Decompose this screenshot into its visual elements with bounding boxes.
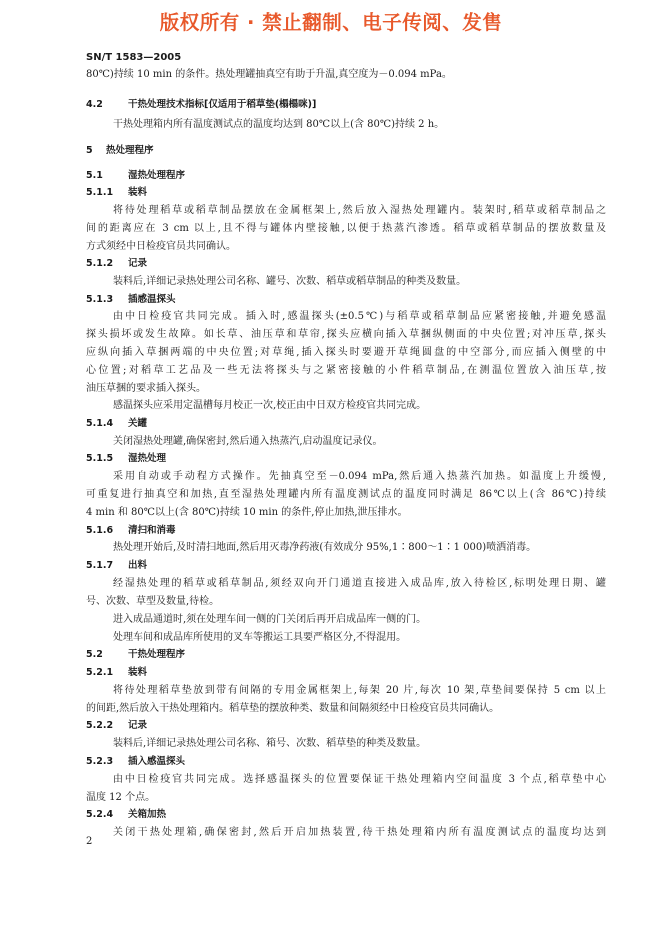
section-number: 5.1.4 [86, 418, 114, 429]
section-heading [86, 559, 606, 572]
paragraph-line: 的间距,然后放入干热处理箱内。稻草垫的摆放种类、数量和间隔须经中日检疫官员共同确认。 [86, 703, 500, 714]
section-heading [86, 144, 606, 157]
paragraph-line: 关闭干热处理箱,确保密封,然后开启加热装置,待干热处理箱内所有温度测试点的温度均达到 [113, 827, 606, 838]
paragraph-line: 热处理开始后,及时清扫地面,然后用灭毒净药液(有效成分 95%,1∶800～1∶1 000)喷洒消毒。 [113, 542, 537, 553]
paragraph-line: 间的距离应在 3 cm 以上,且不得与罐体内壁接触,以便于热蒸汽渗透。稻草或稻草制品的摆放数量及 [86, 223, 606, 234]
section-heading [86, 648, 606, 661]
section-title: 湿热处理 [128, 453, 167, 464]
paragraph-line: 方式须经中日检疫官员共同确认。 [86, 241, 236, 252]
section-number: 5.1 [86, 170, 103, 181]
paragraph-line: 探头损坏或发生故障。如长草、油压草和草帘,探头应横向插入草捆纵侧面的中央位置;对冲压草,探头 [86, 329, 606, 340]
section-number: 5.1.5 [86, 453, 114, 464]
section-title: 热处理程序 [106, 145, 154, 156]
section-number: 5.1.6 [86, 525, 114, 536]
section-heading [86, 293, 606, 306]
section-heading [86, 257, 606, 270]
paragraph-line: 将待处理稻草或稻草制品摆放在金属框架上,然后放入湿热处理罐内。装架时,稻草或稻草制品之 [113, 205, 606, 216]
section-number: 5.1.2 [86, 258, 114, 269]
section-number: 5.2.3 [86, 756, 114, 767]
paragraph-line: 感温探头应采用定温槽每月校正一次,校正由中日双方检疫官共同完成。 [113, 400, 427, 411]
section-number: 5.2 [86, 649, 103, 660]
section-heading [86, 524, 606, 537]
section-title: 清扫和消毒 [128, 525, 176, 536]
section-heading [86, 808, 606, 821]
section-title: 湿热处理程序 [128, 170, 186, 181]
section-title: 插入感温探头 [128, 756, 186, 767]
section-number: 5.1.7 [86, 560, 114, 571]
section-heading [86, 169, 606, 182]
paragraph-line: 由中日检疫官共同完成。选择感温探头的位置要保证干热处理箱内空间温度 3 个点,稻草垫中心 [113, 774, 606, 785]
paragraph-line: 采用自动或手动程方式操作。先抽真空至－0.094 mPa,然后通入热蒸汽加热。如温度上升缓慢, [113, 471, 606, 482]
paragraph-line: 装料后,详细记录热处理公司名称、箱号、次数、稻草垫的种类及数量。 [113, 738, 427, 749]
section-title: 插感温探头 [128, 294, 176, 305]
section-number: 5.2.1 [86, 667, 114, 678]
section-number: 5 [86, 145, 93, 156]
section-number: 5.2.2 [86, 720, 114, 731]
section-heading [86, 719, 606, 732]
section-number: 5.1.3 [86, 294, 114, 305]
paragraph-line: 干热处理箱内所有温度测试点的温度均达到 80℃以上(含 80℃)持续 2 h。 [113, 119, 445, 130]
section-title: 关罐 [128, 418, 148, 429]
section-heading [86, 186, 606, 199]
paragraph-line: 进入成品通道时,须在处理车间一侧的门关闭后再开启成品库一侧的门。 [113, 614, 427, 625]
paragraph-line: 关闭湿热处理罐,确保密封,然后通入热蒸汽,启动温度记录仪。 [113, 436, 383, 447]
section-title: 关箱加热 [128, 809, 167, 820]
standard-code-header: SN/T 1583—2005 [86, 52, 182, 63]
paragraph-line: 经湿热处理的稻草或稻草制品,须经双向开门通道直接进入成品库,放入待检区,标明处理日期、罐 [113, 578, 606, 589]
paragraph-line: 心位置;对稻草工艺品及一些无法将探头与之紧密接触的小件稻草制品,在测温位置放入油压草,按 [86, 365, 606, 376]
section-title: 装料 [128, 187, 148, 198]
paragraph-line: 号、次数、草型及数量,待检。 [86, 596, 220, 607]
page-number: 2 [86, 836, 93, 847]
section-title: 干热处理程序 [128, 649, 186, 660]
paragraph-line: 由中日检疫官共同完成。插入时,感温探头(±0.5℃)与稻草或稻草制品应紧密接触,并避免感温 [113, 311, 606, 322]
section-number: 5.1.1 [86, 187, 114, 198]
paragraph-line: 可重复进行抽真空和加热,直至湿热处理罐内所有温度测试点的温度同时满足 86℃以上(含 86℃)持续 [86, 489, 606, 500]
paragraph-line: 4 min 和 80℃以上(含 80℃)持续 10 min 的条件,停止加热,泄压排水。 [86, 507, 408, 518]
paragraph-line: 油压草捆的要求插入探头。 [86, 383, 206, 394]
section-heading [86, 417, 606, 430]
section-heading [86, 755, 606, 768]
paragraph-line: 温度 12 个点。 [86, 792, 156, 803]
section-heading [86, 98, 606, 111]
section-title: 出料 [128, 560, 148, 571]
paragraph-line: 将待处理稻草垫放到带有间隔的专用金属框架上,每架 20 片,每次 10 架,草垫间要保持 5 cm 以上 [113, 685, 606, 696]
section-number: 4.2 [86, 99, 103, 110]
copyright-watermark: 版权所有 · 禁止翻制、电子传阅、发售 [159, 11, 503, 34]
section-title: 装料 [128, 667, 148, 678]
paragraph-line: 应纵向插入草捆两端的中央位置;对草绳,插入探头时要避开草绳圆盘的中空部分,而应插入侧壁的中 [86, 347, 606, 358]
section-heading [86, 452, 606, 465]
section-title: 干热处理技术指标[仅适用于稻草垫(榻榻咪)] [128, 99, 317, 110]
paragraph-line: 装料后,详细记录热处理公司名称、罐号、次数、稻草或稻草制品的种类及数量。 [113, 276, 467, 287]
section-number: 5.2.4 [86, 809, 114, 820]
section-title: 记录 [128, 720, 148, 731]
paragraph-line: 处理车间和成品库所使用的叉车等搬运工具要严格区分,不得混用。 [113, 632, 407, 643]
paragraph-line: 80℃)持续 10 min 的条件。热处理罐抽真空有助于升温,真空度为－0.094 mPa。 [86, 69, 452, 80]
section-heading [86, 666, 606, 679]
section-title: 记录 [128, 258, 148, 269]
